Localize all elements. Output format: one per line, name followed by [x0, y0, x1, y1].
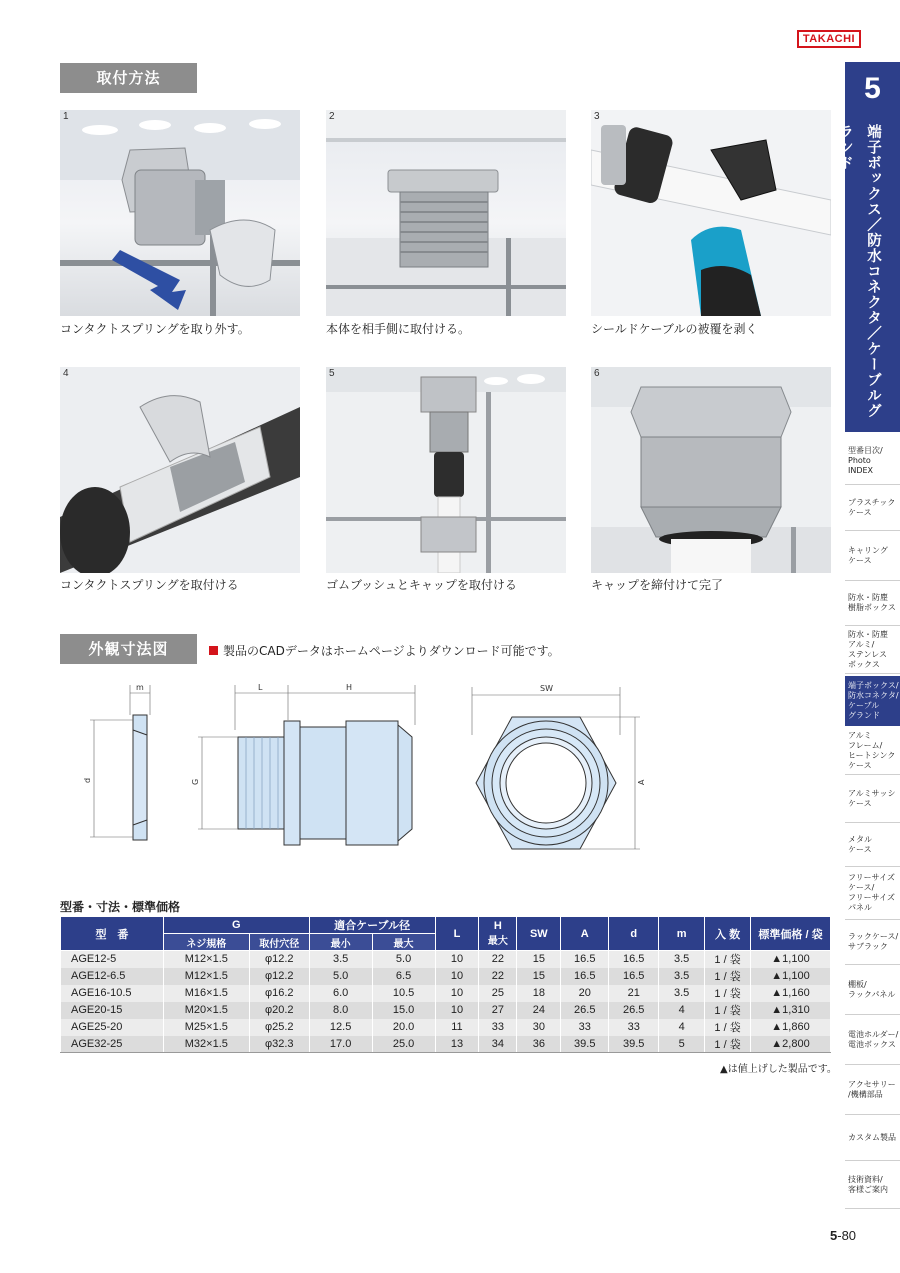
col-g-hole: 取付穴径: [249, 934, 309, 951]
step-caption: コンタクトスプリングを取付ける: [60, 578, 239, 592]
step-caption: キャップを締付けて完了: [591, 578, 724, 592]
cad-download-note: 製品のCADデータはホームページよりダウンロード可能です。: [209, 642, 560, 659]
gland-side-view: [198, 685, 415, 845]
price-note: ▲は値上げした製品です。: [720, 1064, 837, 1075]
step-number: 1: [63, 111, 69, 122]
col-sw: SW: [517, 917, 561, 951]
contact-spring-removal-illustration: [60, 110, 300, 316]
sidebar-item-photo-index[interactable]: 型番目次/ Photo INDEX: [845, 437, 900, 485]
step-number: 5: [329, 368, 335, 379]
step-caption: シールドケーブルの被覆を剥く: [591, 322, 758, 336]
col-cable-max: 最大: [372, 934, 435, 951]
dimension-section-title: 外観寸法図: [60, 634, 197, 664]
col-a: A: [561, 917, 609, 951]
spec-table: [60, 916, 831, 1053]
step-photo-5: [326, 367, 566, 573]
col-cable: 適合ケーブル径: [309, 917, 435, 934]
contact-spring-fitting-illustration: [60, 367, 300, 573]
sidebar-item-technical[interactable]: 技術資料/ 客様ご案内: [845, 1161, 900, 1209]
sidebar-item-free-size[interactable]: フリーサイズ ケース/ フリーサイズ パネル: [845, 867, 900, 920]
sidebar-item-plastic-case[interactable]: プラスチック ケース: [845, 485, 900, 531]
col-qty: 入 数: [705, 917, 751, 951]
table-row: AGE25-20 M25×1.5 φ25.2 12.5 20.0 11 33 30 33 33 4 1 / 袋 ▲1,860: [61, 1019, 831, 1036]
dim-label-L: L: [258, 683, 263, 692]
col-l: L: [435, 917, 479, 951]
sidebar-item-aluminum-sash[interactable]: アルミサッシ ケース: [845, 775, 900, 823]
dimension-drawing: [60, 675, 660, 875]
table-row: AGE16-10.5 M16×1.5 φ16.2 6.0 10.5 10 25 18 20 21 3.5 1 / 袋 ▲1,160: [61, 985, 831, 1002]
dim-label-d: d: [83, 777, 92, 783]
table-row: AGE20-15 M20×1.5 φ20.2 8.0 15.0 10 27 24 26.5 26.5 4 1 / 袋 ▲1,310: [61, 1002, 831, 1019]
sidebar-item-carrying-case[interactable]: キャリング ケース: [845, 531, 900, 581]
dim-label-m: m: [136, 683, 144, 692]
step-number: 3: [594, 111, 600, 122]
step-photo-3: [591, 110, 831, 316]
sidebar-item-accessory[interactable]: アクセサリー /機構部品: [845, 1065, 900, 1115]
sidebar-item-terminal-box[interactable]: 端子ボックス/ 防水コネクタ/ ケーブル グランド: [845, 676, 900, 726]
step-photo-4: [60, 367, 300, 573]
dim-label-G: G: [191, 778, 200, 785]
step-photo-1: [60, 110, 300, 316]
step-caption: 本体を相手側に取付ける。: [326, 322, 471, 336]
chapter-number: 5: [864, 72, 881, 105]
table-title: 型番・寸法・標準価格: [60, 900, 181, 914]
install-section-title: 取付方法: [60, 63, 197, 93]
col-model: 型 番: [61, 917, 164, 951]
page-number: 5-80: [830, 1228, 857, 1243]
completed-gland-illustration: [591, 367, 831, 573]
sidebar-item-rack-case[interactable]: ラックケース/ サブラック: [845, 920, 900, 965]
col-cable-min: 最小: [309, 934, 372, 951]
col-g-thread: ネジ規格: [163, 934, 249, 951]
step-caption: ゴムブッシュとキャップを取付ける: [326, 578, 517, 592]
step-number: 2: [329, 111, 335, 122]
dim-label-A: A: [637, 779, 646, 785]
bullet-square-icon: [209, 646, 218, 655]
cable-stripping-illustration: [591, 110, 831, 316]
sidebar-item-waterproof-metal[interactable]: 防水・防塵 アルミ/ ステンレス ボックス: [845, 626, 900, 674]
sidebar-item-custom[interactable]: カスタム製品: [845, 1115, 900, 1161]
sidebar-item-battery[interactable]: 電池ホルダー/ 電池ボックス: [845, 1015, 900, 1065]
sidebar-item-aluminum-frame[interactable]: アルミ フレーム/ ヒートシンク ケース: [845, 727, 900, 775]
step-number: 6: [594, 368, 600, 379]
step-caption: コンタクトスプリングを取り外す。: [60, 322, 250, 336]
step-photo-2: [326, 110, 566, 316]
chapter-tab: [837, 62, 900, 432]
sidebar-item-metal-case[interactable]: メタル ケース: [845, 823, 900, 867]
col-d: d: [609, 917, 659, 951]
bushing-cap-fitting-illustration: [326, 367, 566, 573]
brand-logo: TAKACHI: [797, 30, 861, 48]
gland-mounting-illustration: [326, 110, 566, 316]
table-row: AGE32-25 M32×1.5 φ32.3 17.0 25.0 13 34 36 39.5 39.5 5 1 / 袋 ▲2,800: [61, 1036, 831, 1053]
gland-front-view: [472, 687, 640, 849]
sidebar-item-shelf-panel[interactable]: 棚板/ ラックパネル: [845, 965, 900, 1015]
table-row: AGE12-6.5 M12×1.5 φ12.2 5.0 6.5 10 22 15 16.5 16.5 3.5 1 / 袋 ▲1,100: [61, 968, 831, 985]
locknut-side-view: [90, 685, 150, 840]
dim-label-SW: SW: [540, 684, 553, 693]
col-h: H 最大: [479, 917, 517, 951]
sidebar-item-waterproof-resin[interactable]: 防水・防塵 樹脂ボックス: [845, 581, 900, 626]
col-m: m: [659, 917, 705, 951]
table-row: AGE12-5 M12×1.5 φ12.2 3.5 5.0 10 22 15 16.5 16.5 3.5 1 / 袋 ▲1,100: [61, 951, 831, 968]
step-photo-6: [591, 367, 831, 573]
col-g: G: [163, 917, 309, 934]
step-number: 4: [63, 368, 69, 379]
col-price: 標準価格 / 袋: [751, 917, 831, 951]
chapter-title: 端子ボックス／防水コネクタ／ケーブルグランド: [837, 124, 881, 419]
dim-label-H: H: [346, 683, 353, 692]
